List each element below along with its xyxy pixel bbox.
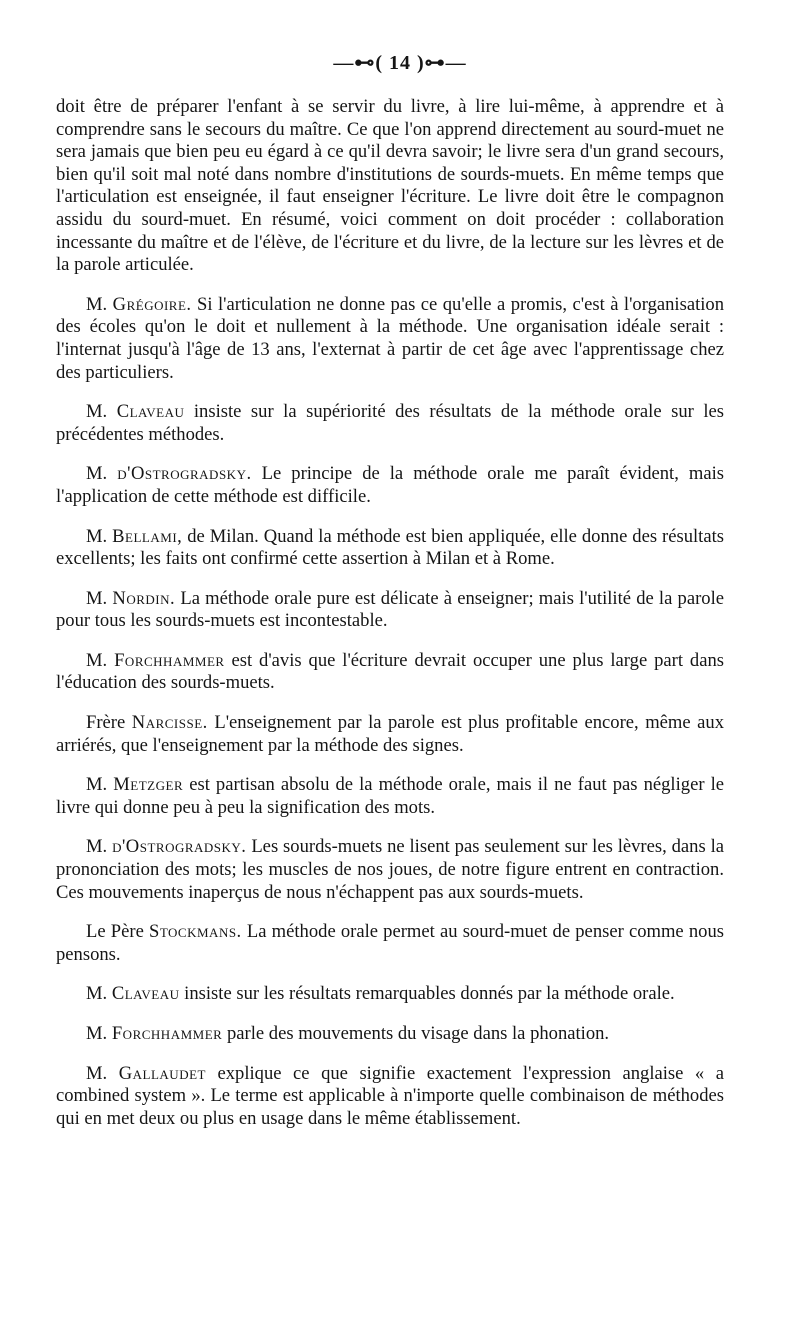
paragraph-text: Les sourds-muets ne lisent pas seulement sur les lèvres, dans la prononciation des mots; les muscles de nos joues, de notre figure entrent en contraction. Ces mouvements inaperçus de nous n'échappent pas aux sourds-muets. — [56, 836, 724, 903]
paragraph-bellami — [56, 526, 724, 571]
speaker-name: Nordin. — [112, 587, 176, 609]
paragraph-stockmans — [56, 921, 724, 966]
paragraph-claveau-2 — [56, 983, 724, 1006]
speaker-prefix: Le Père — [86, 921, 144, 943]
paragraph-nordin — [56, 588, 724, 633]
paragraph-ostrogradsky — [56, 463, 724, 508]
speaker-name: d'Ostrogradsky. — [112, 836, 247, 858]
paragraph-text: est d'avis que l'écriture devrait occuper une plus large part dans l'éducation des sourds-muets. — [56, 649, 724, 694]
paragraph-forchhammer — [56, 650, 724, 695]
paragraph-metzger — [56, 774, 724, 819]
paragraph-text: explique ce que signifie exactement l'expression anglaise « a combined system ». Le terme est applicable à n'importe quelle combinaison de méthodes qui en met deux ou plus en usage dans le même établissement. — [56, 1062, 724, 1129]
paragraph-text: doit être de préparer l'enfant à se servir du livre, à lire lui-même, à apprendre et à comprendre sans le secours du maître. Ce que l'on apprend directement au sourd-muet ne sera jamais que bien peu eu égard à ce qu'il devra savoir; le livre sera d'un grand secours, bien qu'il soit mal noté dans nombre d'institutions de sourds-muets. En même temps que l'articulation est enseignée, il faut enseigner l'écriture. Le livre doit être le compagnon assidu du sourd-muet. En résumé, voici comment on doit procéder : collaboration incessante du maître et de l'élève, de l'écriture et du livre, de la lecture sur les lèvres et de la parole articulée. — [56, 96, 724, 276]
body-text — [56, 96, 724, 1130]
paragraph-text: insiste sur les résultats remarquables donnés par la méthode orale. — [184, 983, 675, 1005]
speaker-name: Bellami, — [112, 525, 183, 547]
speaker-prefix: M. — [86, 525, 108, 547]
speaker-name: Grégoire. — [112, 293, 192, 315]
speaker-prefix: M. — [86, 836, 108, 858]
speaker-prefix: M. — [86, 293, 108, 315]
speaker-prefix: M. — [86, 587, 108, 609]
speaker-prefix: M. — [86, 649, 108, 671]
speaker-prefix: M. — [86, 1023, 108, 1044]
paragraph-continuation — [56, 96, 724, 277]
paragraph-text: Si l'articulation ne donne pas ce qu'elle a promis, c'est à l'organisation des écoles qu'on le doit et nullement à la méthode. Une organisation idéale serait : l'internat jusqu'à l'âge de 13 ans, l'externat à partir de cet âge avec l'apprentissage chez des particuliers. — [56, 293, 725, 383]
paragraph-gallaudet — [56, 1063, 724, 1131]
paragraph-text: Le principe de la méthode orale me paraît évident, mais l'application de cette méthode est difficile. — [56, 463, 725, 507]
speaker-prefix: M. — [86, 463, 108, 485]
speaker-name: Claveau — [116, 401, 185, 423]
speaker-name: Narcisse. — [131, 712, 208, 734]
speaker-name: Stockmans. — [149, 921, 242, 943]
speaker-name: Forchhammer — [111, 1023, 223, 1044]
paragraph-narcisse — [56, 712, 724, 757]
paragraph-text: de Milan. Quand la méthode est bien appliquée, elle donne des résultats excellents; les faits ont confirmé cette assertion à Milan et à Rome. — [56, 525, 724, 570]
page-number: —⊷( 14 )⊶— — [333, 52, 467, 74]
speaker-prefix: M. — [86, 774, 108, 796]
paragraph-text: La méthode orale pure est délicate à enseigner; mais l'utilité de la parole pour tous les sourds-muets est incontestable. — [56, 587, 725, 632]
paragraph-ostrogradsky-2 — [56, 836, 724, 904]
speaker-prefix: M. — [86, 1062, 108, 1084]
paragraph-claveau — [56, 401, 724, 446]
speaker-name: Claveau — [111, 983, 180, 1005]
paragraph-text: est partisan absolu de la méthode orale, mais il ne faut pas négliger le livre qui donne peu à peu la signification des mots. — [56, 774, 724, 818]
speaker-prefix: M. — [86, 401, 108, 423]
speaker-prefix: Frère — [86, 712, 126, 734]
paragraph-gregoire — [56, 294, 724, 384]
speaker-name: Forchhammer — [114, 649, 225, 671]
speaker-name: d'Ostrogradsky. — [117, 463, 252, 485]
paragraph-text: La méthode orale permet au sourd-muet de penser comme nous pensons. — [56, 921, 724, 965]
speaker-name: Metzger — [113, 774, 184, 796]
paragraph-text: L'enseignement par la parole est plus profitable encore, même aux arriérés, que l'enseignement par la méthode des signes. — [56, 712, 724, 756]
speaker-name: Gallaudet — [118, 1062, 206, 1084]
paragraph-text: parle des mouvements du visage dans la phonation. — [226, 1023, 610, 1044]
speaker-prefix: M. — [86, 983, 108, 1005]
paragraph-forchhammer-2 — [56, 1023, 724, 1046]
paragraph-text: insiste sur la supériorité des résultats de la méthode orale sur les précédentes méthodes. — [56, 401, 724, 445]
